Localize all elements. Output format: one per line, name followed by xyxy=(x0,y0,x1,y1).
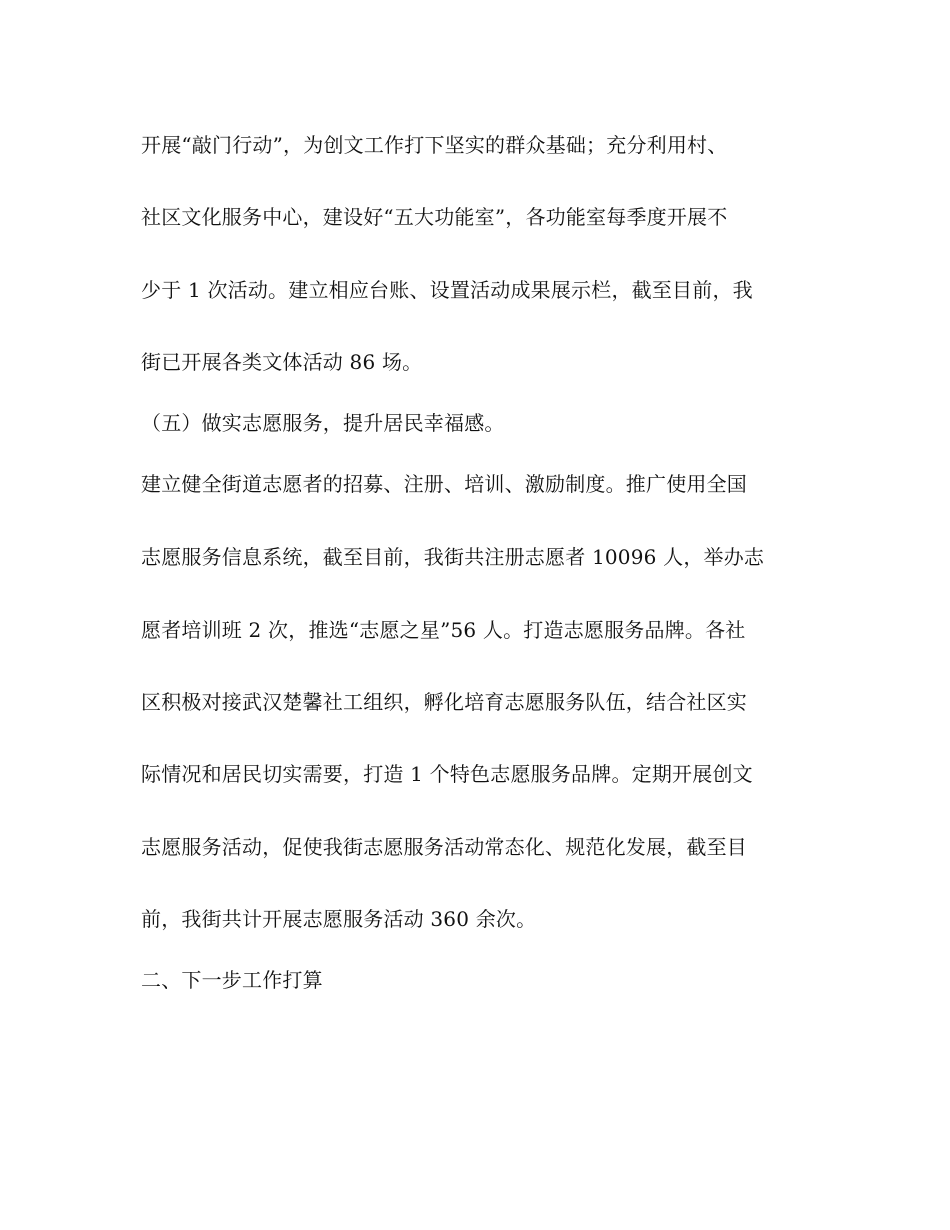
paragraph-line: 区积极对接武汉楚馨社工组织，孵化培育志愿服务队伍，结合社区实 xyxy=(141,690,747,714)
paragraph-line: 少于 1 次活动。建立相应台账、设置活动成果展示栏，截至目前，我 xyxy=(141,278,753,302)
section-heading: （五）做实志愿服务，提升居民幸福感。 xyxy=(141,411,505,435)
paragraph-line: 建立健全街道志愿者的招募、注册、培训、激励制度。推广使用全国 xyxy=(141,472,747,496)
section-heading: 二、下一步工作打算 xyxy=(141,968,323,992)
paragraph-line: 社区文化服务中心，建设好“五大功能室”，各功能室每季度开展不 xyxy=(141,205,728,229)
paragraph-line: 际情况和居民切实需要，打造 1 个特色志愿服务品牌。定期开展创文 xyxy=(141,762,753,786)
paragraph-line: 愿者培训班 2 次，推选“志愿之星”56 人。打造志愿服务品牌。各社 xyxy=(141,618,746,642)
paragraph-line: 志愿服务信息系统，截至目前，我街共注册志愿者 10096 人，举办志 xyxy=(141,545,765,569)
paragraph-line: 开展“敲门行动”，为创文工作打下坚实的群众基础；充分利用村、 xyxy=(141,133,728,157)
paragraph-line: 前，我街共计开展志愿服务活动 360 余次。 xyxy=(141,907,537,931)
paragraph-line: 街已开展各类文体活动 86 场。 xyxy=(141,350,423,374)
paragraph-line: 志愿服务活动，促使我街志愿服务活动常态化、规范化发展，截至目 xyxy=(141,835,747,859)
